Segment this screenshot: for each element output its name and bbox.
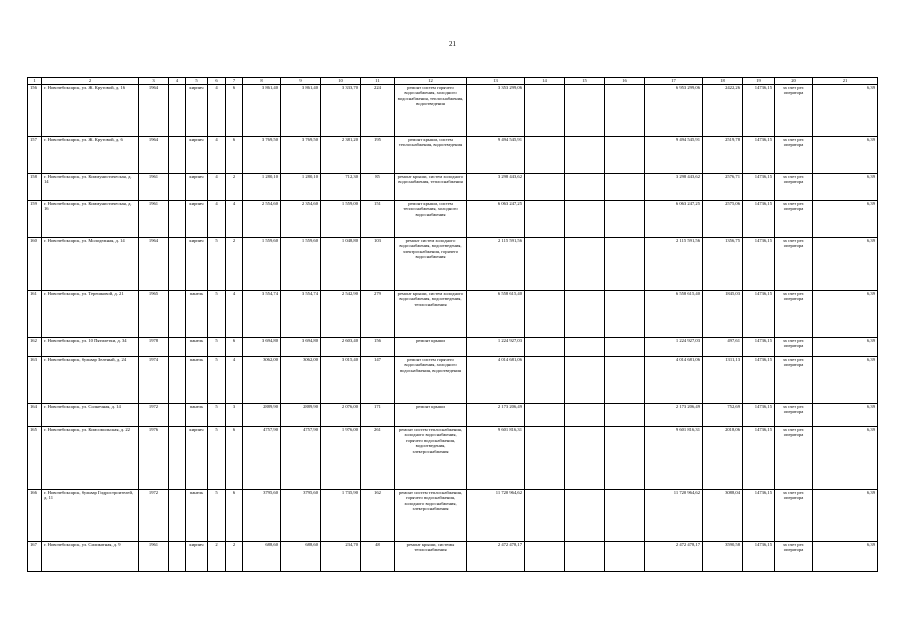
table-cell [565,542,605,572]
table-cell: г. Новочебоксарск, ул. Терешковой, д. 21 [42,291,139,338]
table-cell: 3062,00 [281,357,321,404]
table-cell: 3 333,70 [321,85,361,137]
table-cell [565,427,605,490]
table-cell: кирпич [186,174,208,201]
table-cell: 6,39 [813,291,878,338]
table-cell: 6,39 [813,357,878,404]
header-cell: 6 [208,78,226,85]
table-cell: 2 115 591,56 [467,238,525,291]
table-cell: 156 [361,338,395,357]
table-cell: 11 720 964,62 [467,490,525,542]
header-cell: 3 [139,78,169,85]
table-cell [169,427,186,490]
table-cell: 6 953 299,06 [645,85,703,137]
table-cell: 3 769,50 [281,137,321,174]
table-cell: г. Новочебоксарск, ул. Ж. Крутовой, д. 16 [42,85,139,137]
header-cell: 19 [743,78,775,85]
header-cell: 7 [226,78,243,85]
table-row [28,542,878,572]
table-cell [565,404,605,427]
table-cell [605,201,645,238]
table-cell: 2 173 206,49 [645,404,703,427]
table-cell: 1964 [139,137,169,174]
table-cell: г. Новочебоксарск, ул. Солнечная, д. 14 [42,404,139,427]
table-cell: 2 472 478,17 [645,542,703,572]
table-row [28,174,878,201]
table-cell: 224 [361,85,395,137]
table-cell: 6 [226,137,243,174]
table-cell: 1 976,00 [321,427,361,490]
table-cell: 3062,00 [243,357,281,404]
table-cell: 14736,15 [743,338,775,357]
table-cell [565,137,605,174]
table-cell: 1961 [139,201,169,238]
header-cell: 12 [395,78,467,85]
table-cell: 1964 [139,85,169,137]
table-cell: ремонт систем теплоснабжения, холодного водоснабжения, горячего водоснабжения, водоотведения, электроснабжения [395,427,467,490]
table-cell: 1 224 927,03 [645,338,703,357]
table-cell: кирпич [186,85,208,137]
table-row [28,338,878,357]
table-cell: 2576,71 [703,174,743,201]
table-row [28,427,878,490]
table-cell: 1 559,60 [243,238,281,291]
table-cell: панель [186,338,208,357]
table-cell [525,427,565,490]
table-cell: кирпич [186,542,208,572]
table-cell: 162 [28,338,42,357]
table-cell [525,174,565,201]
table-cell [525,85,565,137]
table-cell [605,490,645,542]
table-cell: 2 173 206,49 [467,404,525,427]
header-cell: 20 [775,78,813,85]
capital-repair-table [27,77,878,572]
table-cell: 6 [226,427,243,490]
table-cell: ремонт крыши, систем холодного водоснабжения, водоотведения, теплоснабжения [395,291,467,338]
table-cell [605,404,645,427]
table-cell: 3 769,50 [243,137,281,174]
table-cell [605,238,645,291]
table-row [28,404,878,427]
table-cell: 1961 [139,174,169,201]
table-cell [169,174,186,201]
table-cell [525,490,565,542]
table-cell: 6,39 [813,404,878,427]
table-cell: 3590,58 [703,542,743,572]
table-cell [605,338,645,357]
table-cell: 2 381,20 [321,137,361,174]
table-cell: 3 861,40 [281,85,321,137]
table-cell: 14736,15 [743,201,775,238]
table-cell: 4 [208,201,226,238]
table-cell: 2 603,40 [321,338,361,357]
table-cell: г. Новочебоксарск, бульвар Гидростроителей, д. 11 [42,490,139,542]
table-cell: 163 [28,357,42,404]
table-cell: 11 720 964,62 [645,490,703,542]
table-cell: 158 [28,174,42,201]
header-cell: 10 [321,78,361,85]
table-cell: 1965 [139,291,169,338]
table-cell: 2 354,60 [281,201,321,238]
table-cell: ремонт систем горячего водоснабжения, холодного водоснабжения, теплоснабжения, водоотведения [395,85,467,137]
table-cell: 5 [208,427,226,490]
table-cell: г. Новочебоксарск, бульвар Зеленый, д. 24 [42,357,139,404]
table-cell: 103 [361,238,395,291]
table-cell: 167 [28,542,42,572]
table-cell: 1976 [139,427,169,490]
table-cell: 6 558 615,40 [467,291,525,338]
table-cell [565,85,605,137]
table-cell: 688,60 [243,542,281,572]
table-cell [605,542,645,572]
table-cell: 4 014 681,06 [645,357,703,404]
table-cell: 160 [28,238,42,291]
header-cell: 5 [186,78,208,85]
table-cell: за счет рег. оператора [775,137,813,174]
table-cell: 1 559,00 [321,201,361,238]
table-cell [525,357,565,404]
table-cell: 1 559,60 [281,238,321,291]
table-cell: за счет рег. оператора [775,427,813,490]
table-cell: 48 [361,542,395,572]
table-cell [565,357,605,404]
table-cell: 85 [361,174,395,201]
table-cell [525,201,565,238]
table-cell: 1311,13 [703,357,743,404]
table-cell [605,427,645,490]
table-row [28,357,878,404]
table-cell: 164 [28,404,42,427]
table-cell: 261 [361,427,395,490]
table-cell [525,338,565,357]
table-cell: 14736,15 [743,137,775,174]
table-cell: 497,61 [703,338,743,357]
table-cell: г. Новочебоксарск, ул. Комсомольская, д. 22 [42,427,139,490]
table-cell: 156 [28,85,42,137]
table-cell: 1 048,80 [321,238,361,291]
table-cell [565,490,605,542]
table-cell: 5 [208,357,226,404]
table-cell: 14736,15 [743,238,775,291]
table-cell: 3 298 443,62 [467,174,525,201]
table-cell: 688,60 [281,542,321,572]
table-cell: 4 [208,137,226,174]
table-cell: 6,39 [813,490,878,542]
table-cell: 752,69 [703,404,743,427]
table-cell: 2018,06 [703,427,743,490]
header-cell: 21 [813,78,878,85]
table-cell: ремонт крыши [395,404,467,427]
header-cell: 15 [565,78,605,85]
table-cell: панель [186,291,208,338]
table-cell: 151 [361,201,395,238]
table-cell [169,85,186,137]
table-cell: 279 [361,291,395,338]
table-cell: кирпич [186,137,208,174]
table-cell: 6 558 615,40 [645,291,703,338]
table-cell: 9 601 816,31 [467,427,525,490]
table-cell: панель [186,357,208,404]
table-cell: 14736,15 [743,427,775,490]
table-cell: г. Новочебоксарск, ул. Силикатная, д. 9 [42,542,139,572]
table-cell: 195 [361,137,395,174]
table-cell: 14736,15 [743,85,775,137]
table-cell [605,85,645,137]
table-cell: 2889,90 [243,404,281,427]
table-cell: кирпич [186,201,208,238]
table-row [28,291,878,338]
table-cell [169,238,186,291]
table-cell [605,291,645,338]
table-cell: 14736,15 [743,490,775,542]
table-cell: 159 [28,201,42,238]
table-cell [169,542,186,572]
table-cell: за счет рег. оператора [775,357,813,404]
table-row [28,201,878,238]
header-cell: 1 [28,78,42,85]
table-cell: г. Новочебоксарск, ул. Ж. Крутовой, д. 6 [42,137,139,174]
table-cell: 3795,60 [281,490,321,542]
table-cell: 2422,26 [703,85,743,137]
table-cell: 14736,15 [743,174,775,201]
table-cell: 4 [226,357,243,404]
table-cell: 166 [28,490,42,542]
table-cell: 6 063 247,25 [645,201,703,238]
table-cell: 3088,04 [703,490,743,542]
table-cell: 1974 [139,357,169,404]
table-cell [525,137,565,174]
table-cell: 1 735,90 [321,490,361,542]
table-cell: 2519,78 [703,137,743,174]
table-cell: 1 224 927,03 [467,338,525,357]
table-cell: 14736,15 [743,404,775,427]
header-cell: 4 [169,78,186,85]
table-cell: 157 [28,137,42,174]
table-row [28,238,878,291]
table-cell: ремонт систем холодного водоснабжения, водоотведения, электроснабжения, горячего водоснабжения [395,238,467,291]
table-cell [605,174,645,201]
table-cell: 6,39 [813,338,878,357]
table-cell [525,404,565,427]
table-cell: 1961 [139,542,169,572]
table-cell: 1356,75 [703,238,743,291]
table-cell: 5 [208,338,226,357]
table-cell: г. Новочебоксарск, ул. Молодежная, д. 14 [42,238,139,291]
header-cell: 18 [703,78,743,85]
table-cell: за счет рег. оператора [775,174,813,201]
table-cell [605,137,645,174]
table-cell: 4757,90 [243,427,281,490]
table-cell: 2 554,60 [243,201,281,238]
table-cell: 9 601 816,31 [645,427,703,490]
table-cell: кирпич [186,238,208,291]
table-cell: 9 494 545,91 [467,137,525,174]
table-cell: 2889,90 [281,404,321,427]
table-cell: за счет рег. оператора [775,238,813,291]
header-row [28,78,878,85]
table-cell [169,201,186,238]
table-cell: 3 861,40 [243,85,281,137]
table-cell: 1 280,10 [243,174,281,201]
table-cell [525,238,565,291]
table-cell [565,338,605,357]
table-cell: 2 542,90 [321,291,361,338]
table-cell: г. Новочебоксарск, ул. Коммунистическая, д. 14 [42,174,139,201]
table-cell: 4 [208,85,226,137]
table-cell: 14736,15 [743,291,775,338]
table-cell: за счет рег. оператора [775,291,813,338]
table-cell [169,357,186,404]
table-cell: ремонт крыши, системы теплоснабжения [395,542,467,572]
table-cell: 14736,15 [743,357,775,404]
table-cell: 4 [226,291,243,338]
table-cell [525,291,565,338]
table-cell [169,291,186,338]
table-cell: ремонт крыши, систем холодного водоснабжения, теплоснабжения [395,174,467,201]
header-cell: 9 [281,78,321,85]
table-cell: 712,30 [321,174,361,201]
table-cell: 6,39 [813,174,878,201]
table-cell: 6 [226,85,243,137]
table-cell: 4 014 681,06 [467,357,525,404]
table-cell: 1978 [139,338,169,357]
table-cell [169,137,186,174]
table-cell: 14736,15 [743,542,775,572]
table-cell: 5 [208,238,226,291]
table-row [28,137,878,174]
table-cell: 3 [226,404,243,427]
table-cell: 5 [208,291,226,338]
table-cell: 3 694,80 [281,338,321,357]
table-cell: 6,39 [813,427,878,490]
table-cell: 6,39 [813,542,878,572]
header-cell: 14 [525,78,565,85]
table-cell [169,404,186,427]
table-cell: 1964 [139,238,169,291]
table-cell: г. Новочебоксарск, ул. Коммунистическая, д. 16 [42,201,139,238]
table-cell: 2 [226,542,243,572]
table-cell: 2575,06 [703,201,743,238]
table-cell: 2 076,00 [321,404,361,427]
table-cell: 2 [208,542,226,572]
table-cell: 2 472 478,17 [467,542,525,572]
table-cell: 161 [28,291,42,338]
table-cell: 6,39 [813,201,878,238]
table-cell: 1972 [139,490,169,542]
table-cell: 3 015,40 [321,357,361,404]
table-cell [169,490,186,542]
table-cell: 3 554,74 [281,291,321,338]
table-cell: 9 494 545,91 [645,137,703,174]
table-cell: 3795,60 [243,490,281,542]
table-cell: 4 [226,201,243,238]
table-cell: 4757,90 [281,427,321,490]
table-cell: 171 [361,404,395,427]
table-cell [169,338,186,357]
table-cell: 6 [226,490,243,542]
table-cell: 3 298 443,62 [645,174,703,201]
table-cell: 1972 [139,404,169,427]
table-cell: за счет рег. оператора [775,338,813,357]
table-cell: ремонт крыши, систем теплоснабжения, водоотведения [395,137,467,174]
table-cell: 147 [361,357,395,404]
header-cell: 16 [605,78,645,85]
table-cell: 2 [226,238,243,291]
table-cell: панель [186,490,208,542]
table-cell: 3 353 299,06 [467,85,525,137]
table-cell: 2 [226,174,243,201]
table-cell [525,542,565,572]
table-cell: ремонт систем теплоснабжения, горячего водоснабжения, холодного водоснабжения, электроснабжения [395,490,467,542]
table-cell: г. Новочебоксарск, ул. 10 Пятилетки, д. 34 [42,338,139,357]
table-cell [565,201,605,238]
table-cell: за счет рег. оператора [775,85,813,137]
table-cell: 5 [208,404,226,427]
table-cell: 6,39 [813,85,878,137]
table-cell: 234,70 [321,542,361,572]
table-cell: ремонт крыши [395,338,467,357]
table-cell [565,238,605,291]
table-row [28,490,878,542]
table-cell: панель [186,404,208,427]
table-cell: 6 063 247,25 [467,201,525,238]
table-cell: 4 [208,174,226,201]
table-cell: 2 115 591,56 [645,238,703,291]
header-cell: 17 [645,78,703,85]
table-cell [565,291,605,338]
table-cell: ремонт систем горячего водоснабжения, холодного водоснабжения, водоотведения [395,357,467,404]
table-cell: 6,39 [813,137,878,174]
header-cell: 11 [361,78,395,85]
table-cell: ремонт крыши, систем теплоснабжения, холодного водоснабжения [395,201,467,238]
header-cell: 13 [467,78,525,85]
table-cell [605,357,645,404]
table-cell: 165 [28,427,42,490]
table-cell: 6 [226,338,243,357]
table-cell: 1 280,10 [281,174,321,201]
table-cell: 1845,03 [703,291,743,338]
table-cell: за счет рег. оператора [775,404,813,427]
table-cell: 3 554,74 [243,291,281,338]
table-cell [565,174,605,201]
table-cell: кирпич [186,427,208,490]
header-cell: 2 [42,78,139,85]
table-cell: 6,39 [813,238,878,291]
table-cell: 3 694,80 [243,338,281,357]
table-cell: за счет рег. оператора [775,201,813,238]
table-cell: за счет рег. оператора [775,542,813,572]
header-cell: 8 [243,78,281,85]
table-cell: за счет рег. оператора [775,490,813,542]
table-cell: 162 [361,490,395,542]
table-cell: 5 [208,490,226,542]
table-row [28,85,878,137]
page-number: 21 [449,40,456,48]
